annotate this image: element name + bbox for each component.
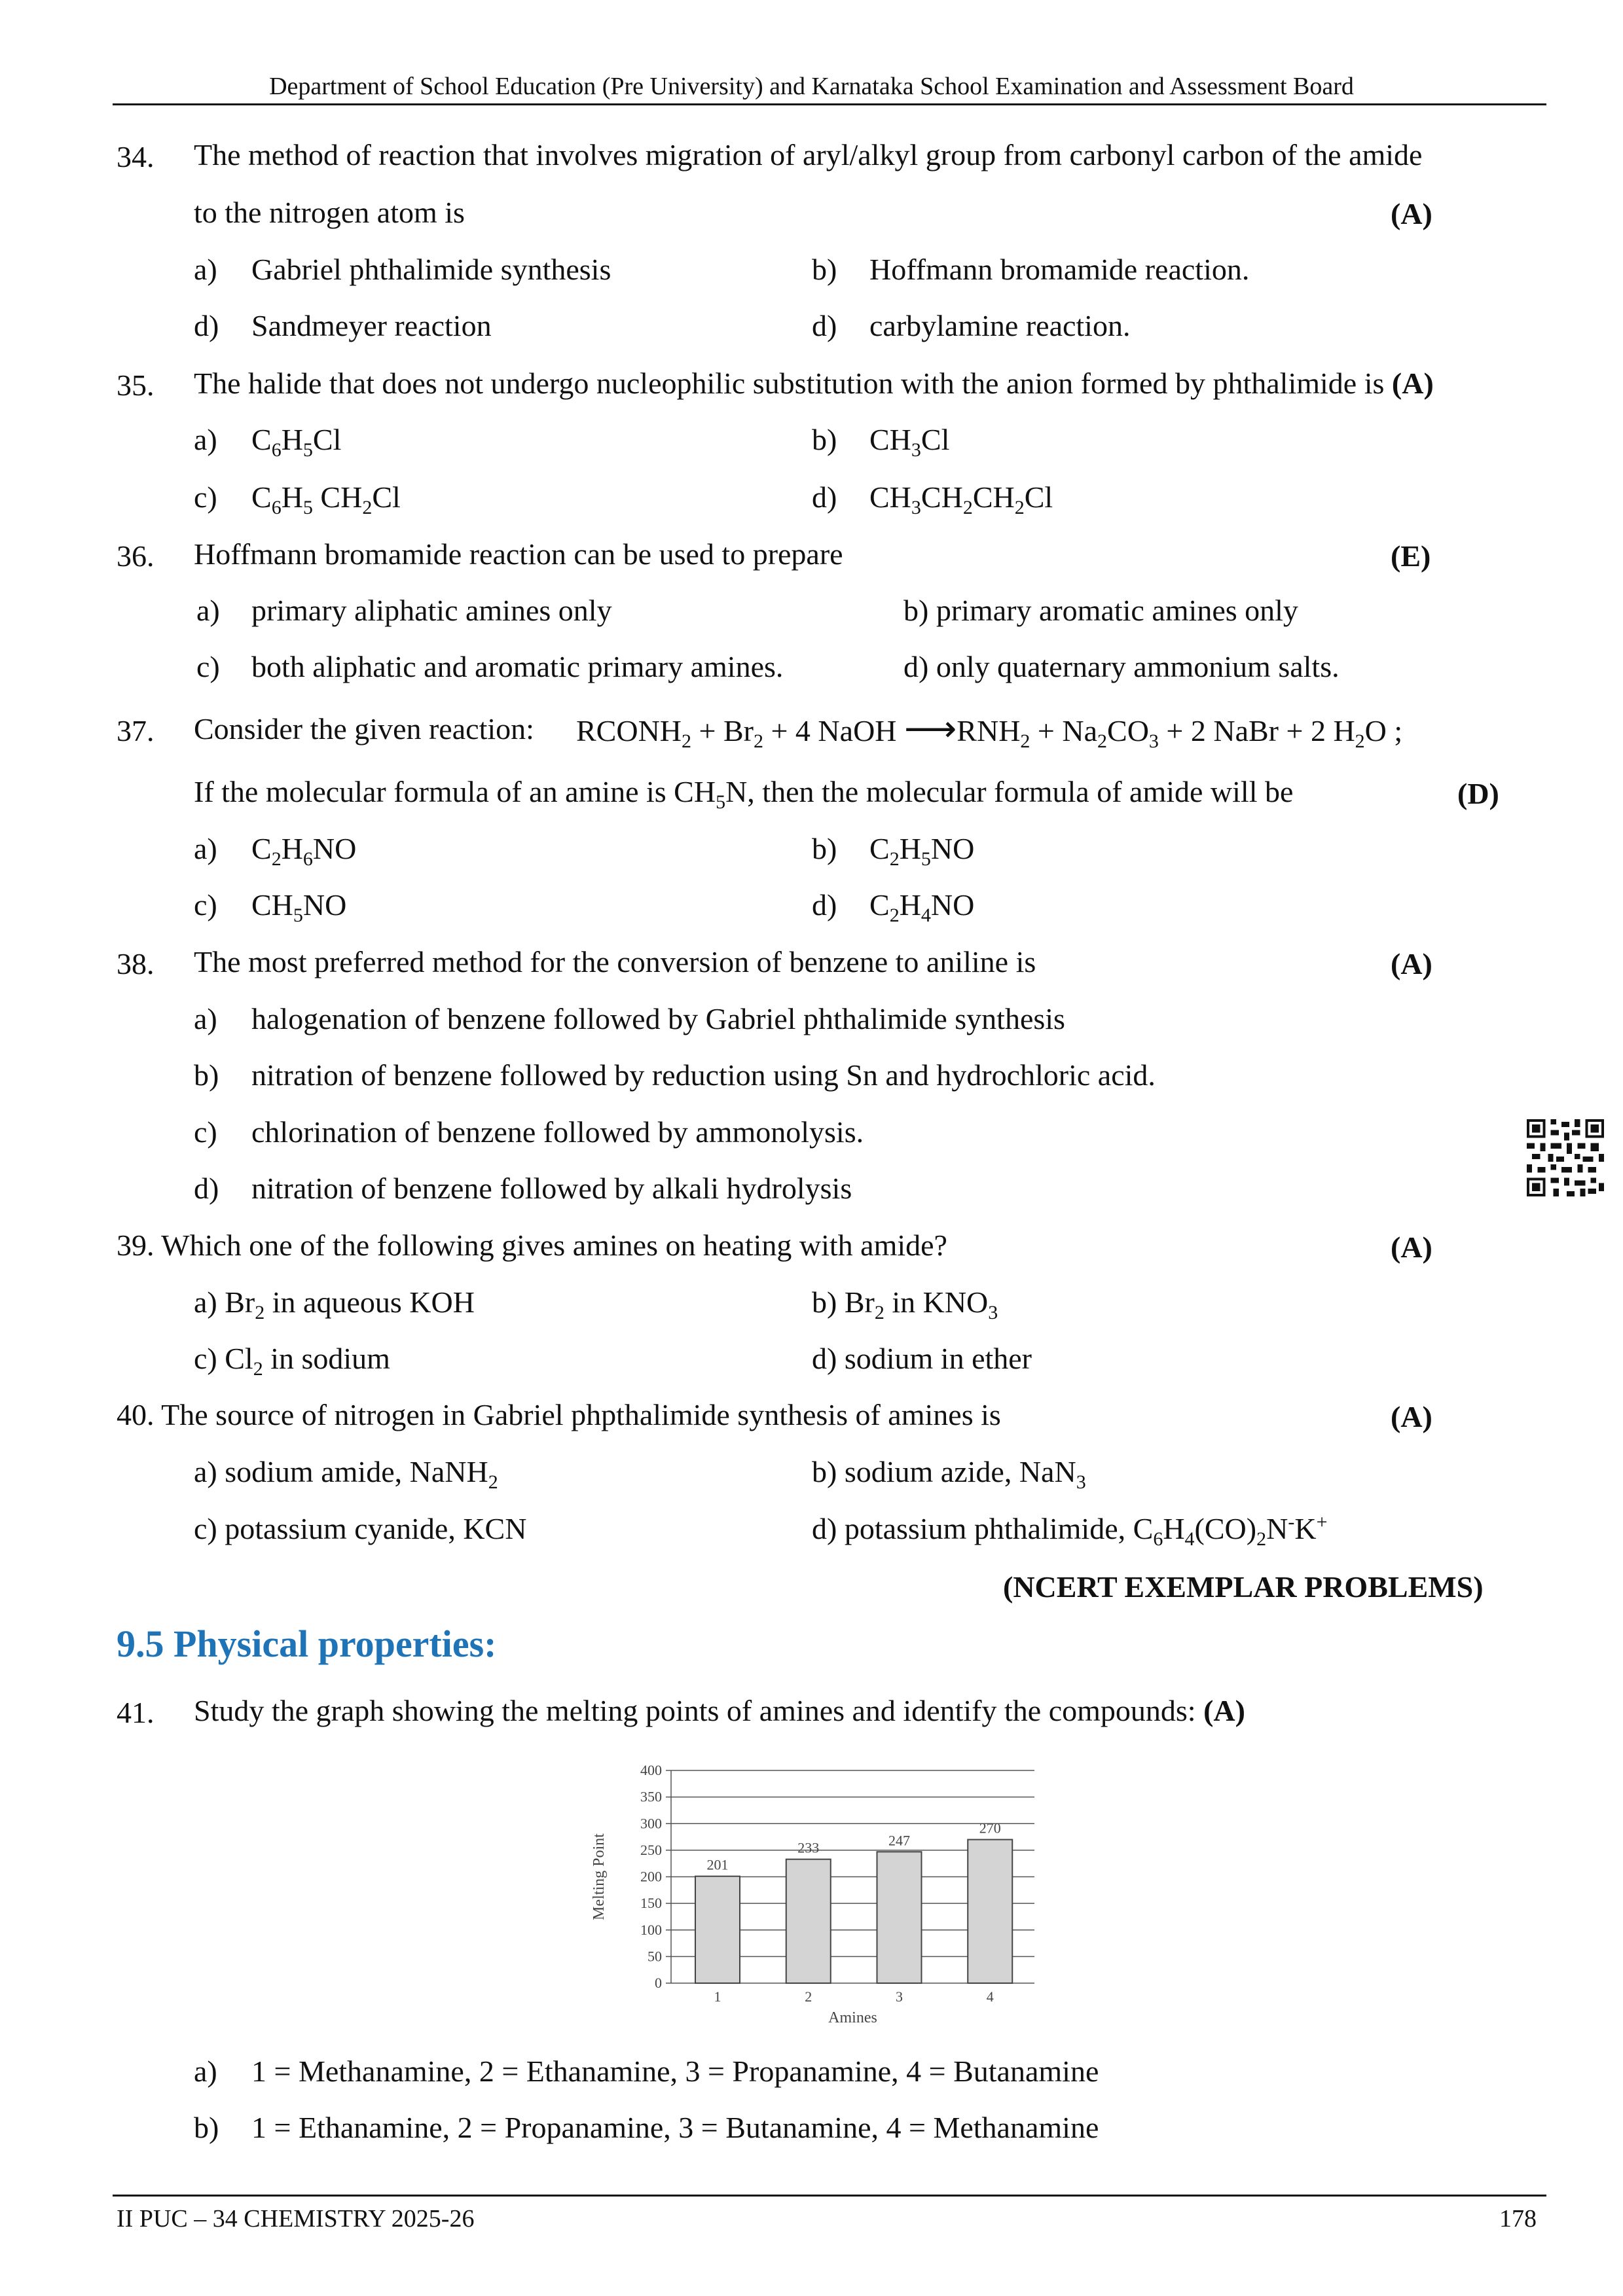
q35-answer: (A): [1391, 367, 1434, 400]
y-tick-label: 150: [640, 1895, 662, 1912]
q34-answer: (A): [1391, 197, 1432, 230]
q37-opt-a-text: $C_2H_6NO$: [251, 832, 357, 870]
q38-opt-b-label: b): [194, 1058, 219, 1092]
q41-text: Study the graph showing the melting points of amines and identify the compounds: (A): [194, 1694, 1245, 1727]
reaction-arrow-icon: ⟶: [904, 709, 957, 749]
q34-opt-a-text: Gabriel phthalimide synthesis: [251, 253, 611, 286]
q41-answer: (A): [1203, 1694, 1245, 1727]
q40-opt-c: c) potassium cyanide, KCN: [194, 1512, 527, 1545]
q38-opt-a-text: halogenation of benzene followed by Gabriel phthalimide synthesis: [251, 1002, 1065, 1035]
q34-text-line2: to the nitrogen atom is: [194, 196, 465, 229]
footer-rule: [113, 2195, 1546, 2197]
q36-opt-a-label: a): [196, 594, 220, 627]
q37-answer: (D): [1457, 777, 1499, 810]
q34-text-line1: The method of reaction that involves migration of aryl/alkyl group from carbonyl carbon of the amide: [194, 138, 1423, 171]
q35-opt-c-label: c): [194, 480, 217, 514]
q37-opt-b-label: b): [812, 832, 837, 865]
x-tick-label: 4: [986, 1988, 994, 2005]
x-axis-label: Amines: [828, 2009, 877, 2026]
x-tick-label: 3: [896, 1988, 903, 2005]
q34-opt-a-label: a): [194, 253, 217, 286]
bar: [877, 1852, 922, 1983]
q41-opt-a-label: a): [194, 2054, 217, 2088]
y-tick-label: 350: [640, 1788, 662, 1805]
bar: [786, 1859, 831, 1983]
q35-opt-b-label: b): [812, 423, 837, 456]
q35-opt-b-text: $CH_3Cl$: [869, 423, 950, 461]
q37-intro: Consider the given reaction:: [194, 712, 534, 745]
q40-opt-b: b) sodium azide, NaN$_3$: [812, 1455, 1086, 1493]
x-tick-label: 1: [714, 1988, 721, 2005]
q37-opt-a-label: a): [194, 832, 217, 865]
exemplar-label: (NCERT EXEMPLAR PROBLEMS): [1003, 1570, 1484, 1604]
q35-opt-d-label: d): [812, 480, 837, 514]
q36-text: Hoffmann bromamide reaction can be used to prepare: [194, 537, 843, 571]
page-header: Department of School Education (Pre University) and Karnataka School Examination and Assessment Board: [269, 73, 1354, 100]
q37-opt-c-text: $CH_5NO$: [251, 888, 347, 926]
q39-answer: (A): [1391, 1230, 1432, 1264]
q41-opt-b-text: 1 = Ethanamine, 2 = Propanamine, 3 = Butanamine, 4 = Methanamine: [251, 2111, 1099, 2144]
qr-code-icon: [1527, 1119, 1604, 1196]
bar-value-label: 247: [888, 1832, 910, 1849]
q40-answer: (A): [1391, 1400, 1432, 1433]
q40-text: 40. The source of nitrogen in Gabriel phpthalimide synthesis of amines is: [117, 1398, 1001, 1431]
y-axis-label: Melting Point: [591, 1833, 608, 1920]
q34-opt-d-label: d): [812, 309, 837, 342]
q39-opt-d: d) sodium in ether: [812, 1342, 1032, 1375]
q34-number: 34.: [117, 140, 155, 173]
q37-text-line2: If the molecular formula of an amine is $CH_5N$, then the molecular formula of amide will be: [194, 775, 1294, 813]
x-tick-label: 2: [805, 1988, 812, 2005]
q38-opt-a-label: a): [194, 1002, 217, 1035]
bar-value-label: 233: [797, 1839, 820, 1856]
q35-opt-a-text: $C_6H_5Cl$: [251, 423, 342, 461]
q36-opt-d: d) only quaternary ammonium salts.: [903, 650, 1340, 683]
q41-opt-b-label: b): [194, 2111, 219, 2144]
q40-opt-a: a) sodium amide, NaNH$_2$: [194, 1455, 498, 1493]
q35-opt-a-label: a): [194, 423, 217, 456]
q35-text: The halide that does not undergo nucleophilic substitution with the anion formed by phthalimide is (A): [194, 367, 1434, 400]
q41-opt-a-text: 1 = Methanamine, 2 = Ethanamine, 3 = Propanamine, 4 = Butanamine: [251, 2054, 1099, 2088]
q34-opt-c-label: d): [194, 309, 219, 342]
y-tick-label: 400: [640, 1762, 662, 1778]
q38-opt-d-label: d): [194, 1172, 219, 1205]
bar: [968, 1840, 1012, 1983]
q38-number: 38.: [117, 947, 155, 980]
footer-course: II PUC – 34 CHEMISTRY 2025-26: [117, 2205, 475, 2233]
q41-number: 41.: [117, 1696, 155, 1729]
q36-opt-a-text: primary aliphatic amines only: [251, 594, 612, 627]
y-tick-label: 0: [655, 1975, 662, 1991]
q38-opt-d-text: nitration of benzene followed by alkali hydrolysis: [251, 1172, 852, 1205]
header-rule: [113, 103, 1546, 105]
q35-number: 35.: [117, 368, 155, 402]
y-tick-label: 200: [640, 1868, 662, 1885]
q39-opt-c: c) $Cl_2$ in sodium: [194, 1342, 390, 1380]
q34-opt-b-label: b): [812, 253, 837, 286]
y-tick-label: 250: [640, 1841, 662, 1858]
q36-opt-c-text: both aliphatic and aromatic primary amines.: [251, 650, 784, 683]
q38-opt-b-text: nitration of benzene followed by reduction using Sn and hydrochloric acid.: [251, 1058, 1156, 1092]
q39-opt-a: a) $Br_2$ in aqueous KOH: [194, 1285, 475, 1323]
q40-opt-d: d) potassium phthalimide, $C_6H_4(CO)_2N^-K^+$: [812, 1511, 1328, 1550]
q38-opt-c-label: c): [194, 1115, 217, 1149]
q36-answer: (E): [1391, 539, 1431, 573]
q37-opt-d-label: d): [812, 888, 837, 922]
q35-opt-d-text: $CH_3CH_2CH_2Cl$: [869, 480, 1053, 518]
y-tick-label: 100: [640, 1921, 662, 1938]
q36-opt-c-label: c): [196, 650, 220, 683]
melting-point-chart: [576, 1754, 1048, 2029]
bar-value-label: 201: [706, 1856, 729, 1873]
q36-number: 36.: [117, 539, 155, 573]
q37-opt-b-text: $C_2H_5NO$: [869, 832, 975, 870]
bar: [695, 1876, 740, 1983]
bar-value-label: 270: [979, 1820, 1001, 1837]
y-tick-label: 300: [640, 1815, 662, 1832]
q37-equation: $RCONH_2 + Br_2 + 4$ NaOH $⟶RNH_2 + Na_2CO_3 + 2$ NaBr + 2 $H_2O$ ;: [576, 709, 1403, 752]
q34-opt-c-text: Sandmeyer reaction: [251, 309, 492, 342]
q39-opt-b: b) $Br_2$ in $KNO_3$: [812, 1285, 998, 1323]
q38-text: The most preferred method for the conversion of benzene to aniline is: [194, 945, 1036, 978]
q34-opt-b-text: Hoffmann bromamide reaction.: [869, 253, 1250, 286]
q37-number: 37.: [117, 714, 155, 747]
page-number: 178: [1499, 2205, 1537, 2233]
y-tick-label: 50: [647, 1948, 662, 1965]
section-heading: 9.5 Physical properties:: [117, 1623, 497, 1665]
q38-answer: (A): [1391, 947, 1432, 980]
q36-opt-b: b) primary aromatic amines only: [903, 594, 1298, 627]
q37-opt-d-text: $C_2H_4NO$: [869, 888, 975, 926]
q38-opt-c-text: chlorination of benzene followed by ammonolysis.: [251, 1115, 864, 1149]
q34-opt-d-text: carbylamine reaction.: [869, 309, 1131, 342]
q39-text: 39. Which one of the following gives amines on heating with amide?: [117, 1229, 947, 1262]
q35-opt-c-text: $C_6H_5$ $CH_2Cl$: [251, 480, 401, 518]
q37-opt-c-label: c): [194, 888, 217, 922]
